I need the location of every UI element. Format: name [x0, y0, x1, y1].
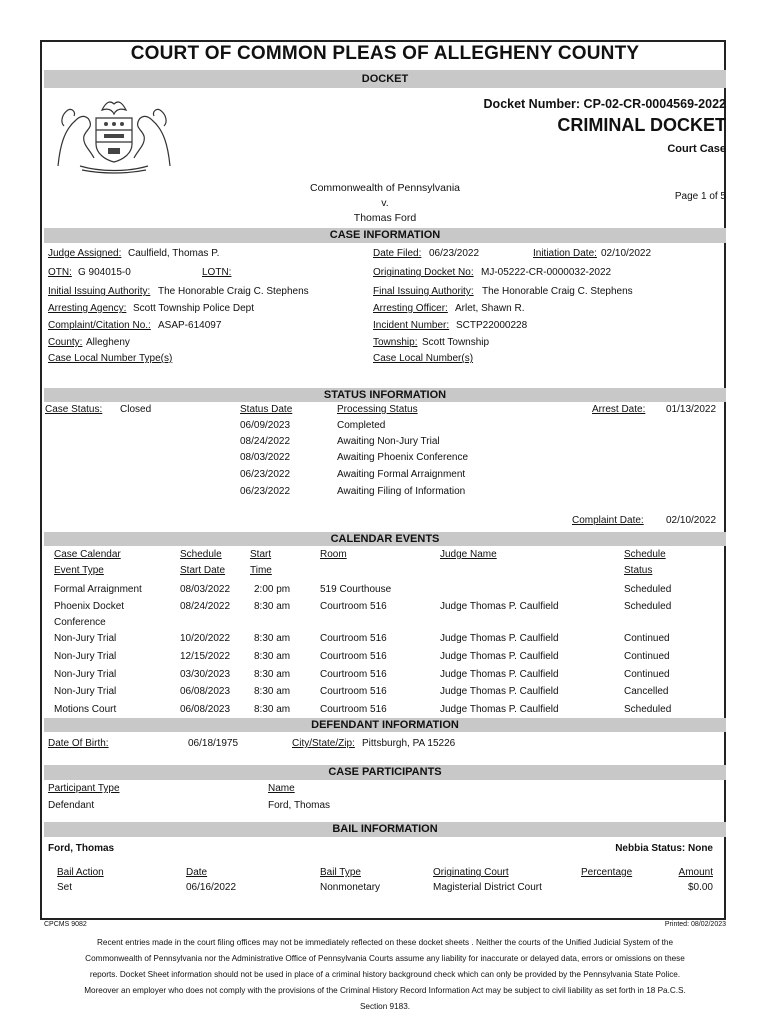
county-label: County:: [48, 337, 83, 348]
initial-authority-label: Initial Issuing Authority:: [48, 286, 151, 297]
percentage-label: Percentage: [581, 867, 633, 878]
bail-date-label: Date: [186, 867, 208, 878]
disclaimer: Recent entries made in the court filing offices may not be immediately reflected on these docket sheets . Neither the courts of the Unified Judicial System of the Commonwealth of Pennsylvania nor the Administrative Office of Pennsylvania Courts assume any liability for inaccurate or delayed data, errors or omissions on these reports. Docket Sheet information should not be used in place of a criminal history background check which can only be provided by the Pennsylvania State Police. Moreover an employer who does not comply with the provisions of the Criminal History Record Information Act may be subject to civil liability as set forth in 18 Pa.C.S. Section 9183.: [84, 938, 686, 1011]
event-room: Courtroom 516: [320, 601, 387, 612]
event-room: Courtroom 516: [320, 704, 387, 715]
participant-name-value: Ford, Thomas: [268, 800, 331, 811]
docket-number: Docket Number: CP-02-CR-0004569-2022: [483, 97, 726, 111]
docket-type: CRIMINAL DOCKET: [557, 115, 726, 135]
case-caption: [260, 181, 510, 226]
bail-type-label: Bail Type: [320, 867, 361, 878]
final-authority-value: The Honorable Craig C. Stephens: [482, 286, 633, 297]
local-number-type-label: Case Local Number Type(s): [48, 353, 173, 364]
date-filed-value: 06/23/2022: [429, 248, 480, 259]
event-judge: Judge Thomas P. Caulfield: [440, 686, 559, 697]
status-date: 06/23/2022: [240, 486, 291, 497]
form-id: CPCMS 9082: [44, 921, 87, 928]
caption-plaintiff: Commonwealth of Pennsylvania: [310, 182, 460, 194]
incident-number-value: SCTP22000228: [456, 320, 528, 331]
event-room: Courtroom 516: [320, 633, 387, 644]
dob-value: 06/18/1975: [188, 738, 239, 749]
event-status: Continued: [624, 669, 670, 680]
city-state-zip-value: Pittsburgh, PA 15226: [362, 738, 456, 749]
originating-court-label: Originating Court: [433, 867, 509, 878]
status-date: 06/09/2023: [240, 420, 291, 431]
col-start-2: Time: [250, 565, 272, 576]
status-date: 08/24/2022: [240, 436, 291, 447]
event-time: 8:30 am: [254, 686, 291, 697]
arresting-officer-value: Arlet, Shawn R.: [455, 303, 525, 314]
date-filed-label: Date Filed:: [373, 248, 422, 259]
event-type: Non-Jury Trial: [54, 686, 117, 697]
complaint-citation-value: ASAP-614097: [158, 320, 222, 331]
otn-label: OTN:: [48, 267, 72, 278]
judge-value: Caulfield, Thomas P.: [128, 248, 220, 259]
local-number-label: Case Local Number(s): [373, 353, 474, 364]
county-value: Allegheny: [86, 337, 130, 348]
event-time: 8:30 am: [254, 704, 291, 715]
col-event-type-2: Event Type: [54, 565, 104, 576]
pennsylvania-seal-icon: [50, 96, 178, 174]
bail-type-value: Nonmonetary: [320, 882, 381, 893]
event-date: 06/08/2023: [180, 686, 231, 697]
event-judge: Judge Thomas P. Caulfield: [440, 651, 559, 662]
processing-status-label: Processing Status: [337, 404, 418, 415]
arrest-date-label: Arrest Date:: [592, 404, 646, 415]
status-date: 06/23/2022: [240, 469, 291, 480]
event-judge: Judge Thomas P. Caulfield: [440, 633, 559, 644]
incident-number-label: Incident Number:: [373, 320, 450, 331]
event-judge: Judge Thomas P. Caulfield: [440, 704, 559, 715]
initial-authority-value: The Honorable Craig C. Stephens: [158, 286, 309, 297]
arrest-date-value: 01/13/2022: [666, 404, 717, 415]
participant-type-label: Participant Type: [48, 783, 120, 794]
event-judge: Judge Thomas P. Caulfield: [440, 669, 559, 680]
amount-label: Amount: [678, 867, 713, 878]
caption-versus: v.: [381, 197, 389, 209]
event-date: 03/30/2023: [180, 669, 231, 680]
arresting-officer-label: Arresting Officer:: [373, 303, 448, 314]
col-schedule-2: Start Date: [180, 565, 226, 576]
caption-defendant: Thomas Ford: [353, 212, 417, 224]
township-value: Scott Township: [422, 337, 490, 348]
originating-docket-label: Originating Docket No:: [373, 267, 474, 278]
court-title: COURT OF COMMON PLEAS OF ALLEGHENY COUNTY: [130, 43, 640, 64]
event-time: 8:30 am: [254, 601, 291, 612]
otn-value: G 904015-0: [78, 267, 131, 278]
arresting-agency-label: Arresting Agency:: [48, 303, 127, 314]
bail-date-value: 06/16/2022: [186, 882, 237, 893]
event-room: 519 Courthouse: [320, 584, 392, 595]
processing-status: Awaiting Formal Arraignment: [337, 469, 466, 480]
event-time: 8:30 am: [254, 669, 291, 680]
bail-information-bar: BAIL INFORMATION: [44, 822, 726, 837]
event-type: Motions Court: [54, 704, 117, 715]
judge-label: Judge Assigned:: [48, 248, 122, 259]
event-time: 8:30 am: [254, 633, 291, 644]
case-status-label: Case Status:: [45, 404, 103, 415]
event-time: 2:00 pm: [254, 584, 291, 595]
event-status: Scheduled: [624, 584, 672, 595]
col-schedule-1: Schedule: [180, 549, 222, 560]
col-status-1: Schedule: [624, 549, 666, 560]
bail-action-label: Bail Action: [57, 867, 104, 878]
dob-label: Date Of Birth:: [48, 738, 109, 749]
originating-court-value: Magisterial District Court: [433, 882, 542, 893]
participant-type-value: Defendant: [48, 800, 95, 811]
final-authority-label: Final Issuing Authority:: [373, 286, 474, 297]
initiation-date-label: Initiation Date:: [533, 248, 597, 259]
participant-name-label: Name: [268, 783, 295, 794]
originating-docket-value: MJ-05222-CR-0000032-2022: [481, 267, 612, 278]
calendar-events-bar: CALENDAR EVENTS: [44, 532, 726, 546]
event-status: Continued: [624, 651, 670, 662]
col-event-type-1: Case Calendar: [54, 549, 121, 560]
docket-bar: DOCKET: [44, 70, 726, 88]
event-type: Non-Jury Trial: [54, 669, 117, 680]
col-judge: Judge Name: [440, 549, 497, 560]
city-state-zip-label: City/State/Zip:: [292, 738, 355, 749]
case-information-bar: CASE INFORMATION: [44, 228, 726, 243]
event-date: 08/24/2022: [180, 601, 231, 612]
event-date: 06/08/2023: [180, 704, 231, 715]
event-room: Courtroom 516: [320, 686, 387, 697]
bail-action-value: Set: [57, 882, 73, 893]
page-number: Page 1 of 5: [674, 191, 726, 202]
complaint-citation-label: Complaint/Citation No.:: [48, 320, 151, 331]
bail-defendant-name: Ford, Thomas: [48, 843, 115, 854]
township-label: Township:: [373, 337, 418, 348]
status-date-label: Status Date: [240, 404, 293, 415]
event-time: 8:30 am: [254, 651, 291, 662]
event-room: Courtroom 516: [320, 669, 387, 680]
processing-status: Awaiting Non-Jury Trial: [337, 436, 440, 447]
case-participants-bar: CASE PARTICIPANTS: [44, 765, 726, 780]
event-type: Formal Arraignment: [54, 584, 142, 595]
arresting-agency-value: Scott Township Police Dept: [133, 303, 254, 314]
initiation-date-value: 02/10/2022: [601, 248, 652, 259]
processing-status: Awaiting Phoenix Conference: [337, 452, 469, 463]
event-date: 12/15/2022: [180, 651, 231, 662]
event-status: Scheduled: [624, 704, 672, 715]
nebbia-status: Nebbia Status: None: [615, 843, 713, 854]
status-date: 08/03/2022: [240, 452, 291, 463]
defendant-information-bar: DEFENDANT INFORMATION: [44, 718, 726, 732]
event-type: Non-Jury Trial: [54, 633, 117, 644]
event-judge: Judge Thomas P. Caulfield: [440, 601, 559, 612]
event-type-continued: Conference: [54, 617, 106, 628]
event-type: Non-Jury Trial: [54, 651, 117, 662]
col-room: Room: [320, 549, 347, 560]
amount-value: $0.00: [687, 882, 713, 893]
col-status-2: Status: [624, 565, 653, 576]
printed-date: Printed: 08/02/2023: [664, 921, 726, 928]
processing-status: Awaiting Filing of Information: [337, 486, 466, 497]
event-status: Cancelled: [624, 686, 669, 697]
complaint-date-value: 02/10/2022: [666, 515, 717, 526]
status-information-bar: STATUS INFORMATION: [44, 388, 726, 402]
court-case-label: Court Case: [667, 143, 726, 155]
processing-status: Completed: [337, 420, 386, 431]
event-status: Continued: [624, 633, 670, 644]
event-room: Courtroom 516: [320, 651, 387, 662]
event-status: Scheduled: [624, 601, 672, 612]
event-date: 08/03/2022: [180, 584, 231, 595]
complaint-date-label: Complaint Date:: [572, 515, 644, 526]
event-type: Phoenix Docket: [54, 601, 125, 612]
case-status-value: Closed: [120, 404, 152, 415]
lotn-label: LOTN:: [202, 267, 232, 278]
col-start-1: Start: [250, 549, 272, 560]
event-date: 10/20/2022: [180, 633, 231, 644]
